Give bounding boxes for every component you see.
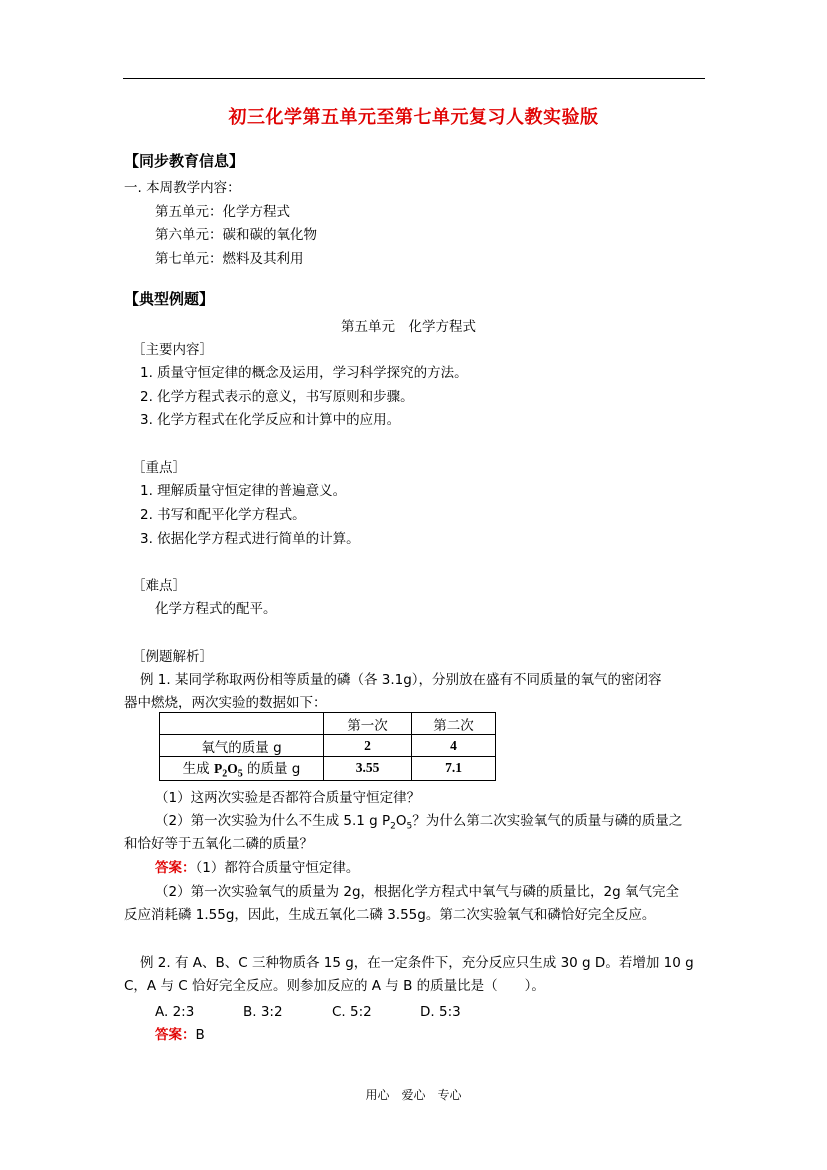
option-b: B. 3:2 (243, 1004, 283, 1020)
main-content-item: 1. 质量守恒定律的概念及运用，学习科学探究的方法。 (140, 365, 468, 381)
difficulty-label: ［难点］ (132, 578, 186, 594)
main-content-item: 2. 化学方程式表示的意义，书写原则和步骤。 (140, 389, 414, 405)
analysis-label: ［例题解析］ (132, 649, 213, 665)
table-header-cell: 第一次 (324, 713, 412, 735)
table-row (160, 757, 496, 781)
question-2 (155, 812, 682, 836)
formula-subscript: 5 (237, 768, 243, 780)
section-heading-examples: 【典型例题】 (124, 290, 215, 308)
answer-text: B (195, 1027, 205, 1043)
row-label-pre: 生成 (182, 761, 214, 777)
unit-item: 第七单元：燃料及其利用 (155, 251, 304, 267)
key-point-item: 3. 依据化学方程式进行简单的计算。 (140, 531, 360, 547)
example2-answer (155, 1026, 205, 1044)
example1-line: 器中燃烧，两次实验的数据如下： (124, 695, 327, 711)
example2-line: C，A 与 C 恰好完全反应。则参加反应的 A 与 B 的质量比是（ ）。 (124, 978, 545, 994)
option-c: C. 5:2 (332, 1004, 372, 1020)
header-rule (123, 78, 705, 79)
answer-1 (155, 859, 359, 877)
formula-o: O (227, 761, 238, 776)
formula-p: P (213, 761, 223, 776)
formula-o: O (395, 813, 407, 829)
unit-title: 第五单元 化学方程式 (341, 319, 476, 335)
weekly-content-intro: 一. 本周教学内容： (124, 180, 241, 196)
key-point-item: 2. 书写和配平化学方程式。 (140, 507, 306, 523)
question-2-post: ？为什么第二次实验氧气的质量与磷的质量之 (412, 813, 683, 829)
key-point-item: 1. 理解质量守恒定律的普遍意义。 (140, 483, 347, 499)
question-2-line2: 和恰好等于五氧化二磷的质量？ (124, 836, 313, 852)
answer-2-line: （2）第一次实验氧气的质量为 2g，根据化学方程式中氧气与磷的质量比，2g 氧气完全 (155, 884, 679, 900)
table-cell: 4 (412, 735, 496, 757)
question-1: （1）这两次实验是否都符合质量守恒定律？ (155, 790, 421, 806)
answer-text: （1）都符合质量守恒定律。 (195, 860, 360, 876)
formula-subscript: 2 (390, 821, 396, 832)
answer-label: 答案： (155, 1027, 196, 1043)
row-label-post: 的质量 g (242, 761, 301, 777)
main-content-label: ［主要内容］ (132, 342, 213, 358)
example1-line: 例 1. 某同学称取两份相等质量的磷（各 3.1g），分别放在盛有不同质量的氧气的密闭容 (140, 672, 662, 688)
key-points-label: ［重点］ (132, 460, 186, 476)
question-2-pre: （2）第一次实验为什么不生成 5.1 g P (155, 813, 391, 829)
table-cell: 3.55 (324, 757, 412, 781)
answer-label: 答案： (155, 860, 196, 876)
table-header-cell (160, 713, 324, 735)
option-a: A. 2:3 (155, 1004, 195, 1020)
page-footer: 用心 爱心 专心 (365, 1088, 462, 1102)
unit-item: 第五单元：化学方程式 (155, 204, 290, 220)
formula-subscript: 5 (406, 821, 413, 832)
experiment-table (159, 712, 496, 781)
formula-subscript: 2 (222, 768, 228, 780)
row-label (160, 757, 324, 781)
page-title: 初三化学第五单元至第七单元复习人教实验版 (228, 107, 599, 128)
table-header-cell: 第二次 (412, 713, 496, 735)
table-cell: 7.1 (412, 757, 496, 781)
table-cell: 2 (324, 735, 412, 757)
difficulty-text: 化学方程式的配平。 (155, 601, 277, 617)
example2-line: 例 2. 有 A、B、C 三种物质各 15 g，在一定条件下，充分反应只生成 30 g D。若增加 10 g (140, 955, 694, 971)
main-content-item: 3. 化学方程式在化学反应和计算中的应用。 (140, 412, 401, 428)
row-label: 氧气的质量 g (160, 735, 324, 757)
table-header-row (160, 713, 496, 735)
answer-2-line: 反应消耗磷 1.55g，因此，生成五氧化二磷 3.55g。第二次实验氧气和磷恰好完全反应。 (124, 907, 656, 923)
option-d: D. 5:3 (420, 1004, 461, 1020)
unit-item: 第六单元：碳和碳的氧化物 (155, 227, 317, 243)
table-row (160, 735, 496, 757)
section-heading-sync: 【同步教育信息】 (124, 152, 245, 170)
